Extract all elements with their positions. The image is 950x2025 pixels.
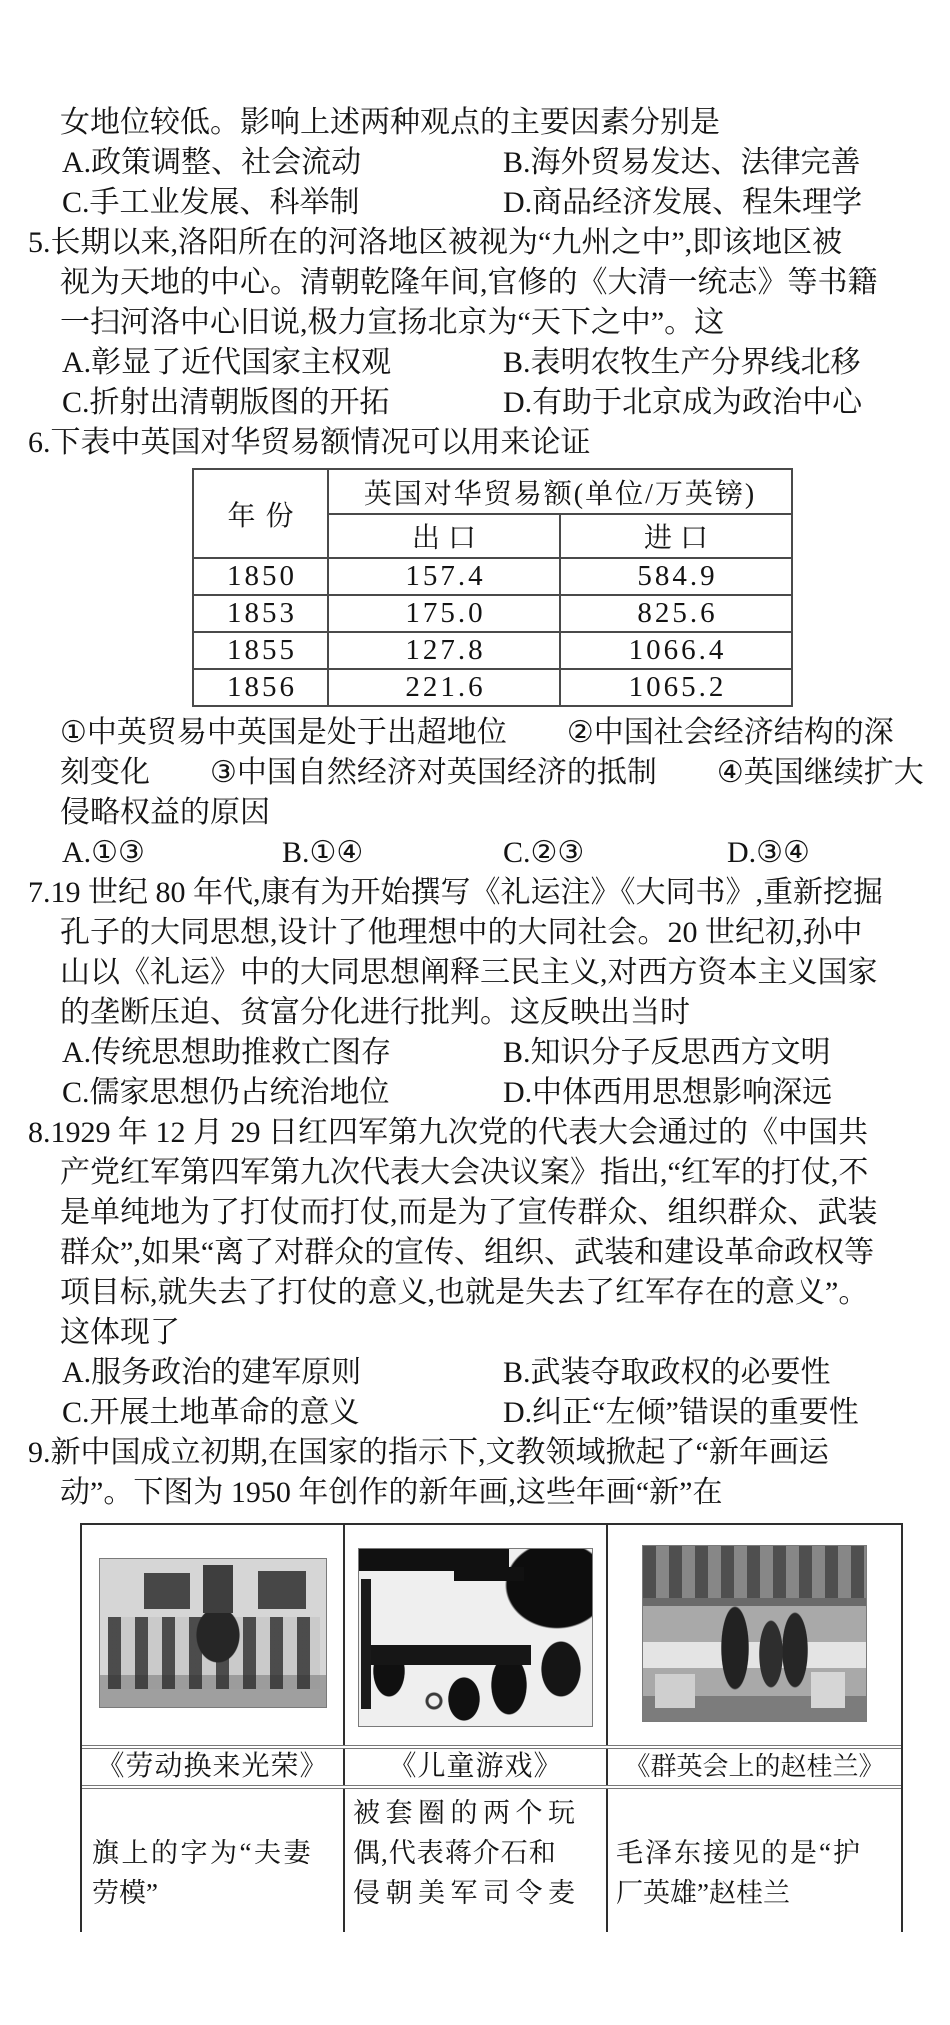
trade-row-1853 (193, 595, 792, 632)
desc-line: 侵朝美军司令麦 (353, 1878, 581, 1908)
export-cell: 221.6 (328, 669, 560, 706)
nianhua-gallery-table (80, 1523, 903, 1932)
q8-line-2: 产党红军第四军第九次代表大会决议案》指出,“红军的打仗,不 (60, 1156, 869, 1189)
q7-line-3: 山以《礼运》中的大同思想阐释三民主义,对西方资本主义国家 (60, 956, 878, 989)
desc-line: 被套圈的两个玩 (353, 1798, 581, 1828)
import-cell: 584.9 (560, 558, 792, 595)
trade-table (192, 468, 793, 707)
year-cell: 1853 (193, 595, 328, 632)
trade-span-header: 英国对华贸易额(单位/万英镑) (328, 469, 792, 514)
gallery-caption-row (82, 1745, 901, 1789)
q6-item-line-2: 刻变化 ③中国自然经济对英国经济的抵制 ④英国继续扩大 (60, 756, 924, 789)
q7-option-a: A.传统思想助推救亡图存 (62, 1036, 392, 1069)
import-cell: 825.6 (560, 595, 792, 632)
q6-stem-line: 6.下表中英国对华贸易额情况可以用来论证 (28, 426, 591, 459)
q5-line-2: 视为天地的中心。清朝乾隆年间,官修的《大清一统志》等书籍 (60, 266, 878, 299)
gallery-image-cell-2 (345, 1525, 608, 1745)
q8-line-6: 这体现了 (60, 1316, 180, 1349)
description-cell-1 (82, 1789, 345, 1932)
q6-option-d: D.③④ (727, 836, 810, 869)
q8-line-3: 是单纯地为了打仗而打仗,而是为了宣传群众、组织群众、武装 (60, 1196, 878, 1229)
gallery-image-cell-1 (82, 1525, 345, 1745)
q4-option-d: D.商品经济发展、程朱理学 (503, 186, 863, 219)
year-cell: 1850 (193, 558, 328, 595)
q4-option-b: B.海外贸易发达、法律完善 (503, 146, 861, 179)
trade-row-1855 (193, 632, 792, 669)
import-cell: 1066.4 (560, 632, 792, 669)
q8-option-c: C.开展土地革命的意义 (62, 1396, 360, 1429)
description-cell-2 (345, 1789, 608, 1932)
q8-line-5: 项目标,就失去了打仗的意义,也就是失去了红军存在的意义”。 (60, 1276, 869, 1309)
gallery-description-row (82, 1789, 901, 1932)
desc-line: 旗上的字为“夫妻 (92, 1838, 313, 1868)
q8-option-d: D.纠正“左倾”错误的重要性 (503, 1396, 859, 1429)
q4-stem-line: 女地位较低。影响上述两种观点的主要因素分别是 (60, 106, 720, 139)
q4-options-row-2 (0, 183, 950, 223)
q6-item-line-1: ①中英贸易中英国是处于出超地位 ②中国社会经济结构的深 (60, 716, 894, 749)
gallery-image-cell-3 (608, 1525, 901, 1745)
export-cell: 175.0 (328, 595, 560, 632)
q5-option-c: C.折射出清朝版图的开拓 (62, 386, 390, 419)
caption-laodong: 《劳动换来光荣》 (82, 1749, 345, 1785)
import-cell: 1065.2 (560, 669, 792, 706)
ertong-youxi-painting (358, 1548, 593, 1727)
description-cell-3 (608, 1789, 901, 1932)
year-cell: 1855 (193, 632, 328, 669)
q7-options-row-1 (0, 1033, 950, 1073)
q6-options-row (0, 833, 950, 873)
q4-option-a: A.政策调整、社会流动 (62, 146, 362, 179)
q8-options-row-2 (0, 1393, 950, 1433)
q7-option-d: D.中体西用思想影响深远 (503, 1076, 833, 1109)
q7-line-4: 的垄断压迫、贫富分化进行批判。这反映出当时 (60, 996, 690, 1029)
q8-option-b: B.武装夺取政权的必要性 (503, 1356, 831, 1389)
trade-year-header: 年份 (193, 469, 328, 558)
desc-line: 偶,代表蒋介石和 (353, 1838, 557, 1868)
q5-line-1: 5.长期以来,洛阳所在的河洛地区被视为“九州之中”,即该地区被 (28, 226, 843, 259)
q5-options-row-2 (0, 383, 950, 423)
trade-import-header: 进口 (560, 514, 792, 558)
q8-line-4: 群众”,如果“离了对群众的宣传、组织、武装和建设革命政权等 (60, 1236, 875, 1269)
q8-option-a: A.服务政治的建军原则 (62, 1356, 362, 1389)
q5-options-row-1 (0, 343, 950, 383)
qunyinghui-zhao-guilan-painting (642, 1545, 867, 1722)
export-cell: 127.8 (328, 632, 560, 669)
year-cell: 1856 (193, 669, 328, 706)
trade-table-header-row-1 (193, 469, 792, 514)
q7-option-b: B.知识分子反思西方文明 (503, 1036, 831, 1069)
trade-row-1856 (193, 669, 792, 706)
q7-line-1: 7.19 世纪 80 年代,康有为开始撰写《礼运注》《大同书》,重新挖掘 (28, 876, 883, 909)
trade-row-1850 (193, 558, 792, 595)
q6-option-a: A.①③ (62, 836, 145, 869)
q8-options-row-1 (0, 1353, 950, 1393)
q5-option-d: D.有助于北京成为政治中心 (503, 386, 863, 419)
q6-option-c: C.②③ (503, 836, 585, 869)
q6-option-b: B.①④ (282, 836, 364, 869)
caption-qunyinghui: 《群英会上的赵桂兰》 (624, 1752, 885, 1781)
desc-line: 毛泽东接见的是“护 (616, 1838, 862, 1868)
q5-option-b: B.表明农牧生产分界线北移 (503, 346, 861, 379)
caption-ertong: 《儿童游戏》 (345, 1749, 608, 1785)
q8-line-1: 8.1929 年 12 月 29 日红四军第九次党的代表大会通过的《中国共 (28, 1116, 868, 1149)
desc-line: 厂英雄”赵桂兰 (616, 1878, 790, 1908)
q4-options-row-1 (0, 143, 950, 183)
q7-options-row-2 (0, 1073, 950, 1113)
q7-option-c: C.儒家思想仍占统治地位 (62, 1076, 390, 1109)
trade-export-header: 出口 (328, 514, 560, 558)
q4-option-c: C.手工业发展、科举制 (62, 186, 360, 219)
laodong-huanlai-guangrong-painting (99, 1558, 327, 1708)
desc-line: 劳模” (92, 1878, 158, 1908)
q9-line-2: 动”。下图为 1950 年创作的新年画,这些年画“新”在 (60, 1476, 723, 1509)
q5-option-a: A.彰显了近代国家主权观 (62, 346, 392, 379)
q9-line-1: 9.新中国成立初期,在国家的指示下,文教领域掀起了“新年画运 (28, 1436, 829, 1469)
q7-line-2: 孔子的大同思想,设计了他理想中的大同社会。20 世纪初,孙中 (60, 916, 863, 949)
export-cell: 157.4 (328, 558, 560, 595)
q5-line-3: 一扫河洛中心旧说,极力宣扬北京为“天下之中”。这 (60, 306, 725, 339)
q6-item-line-3: 侵略权益的原因 (60, 796, 270, 829)
gallery-image-row (82, 1525, 901, 1745)
